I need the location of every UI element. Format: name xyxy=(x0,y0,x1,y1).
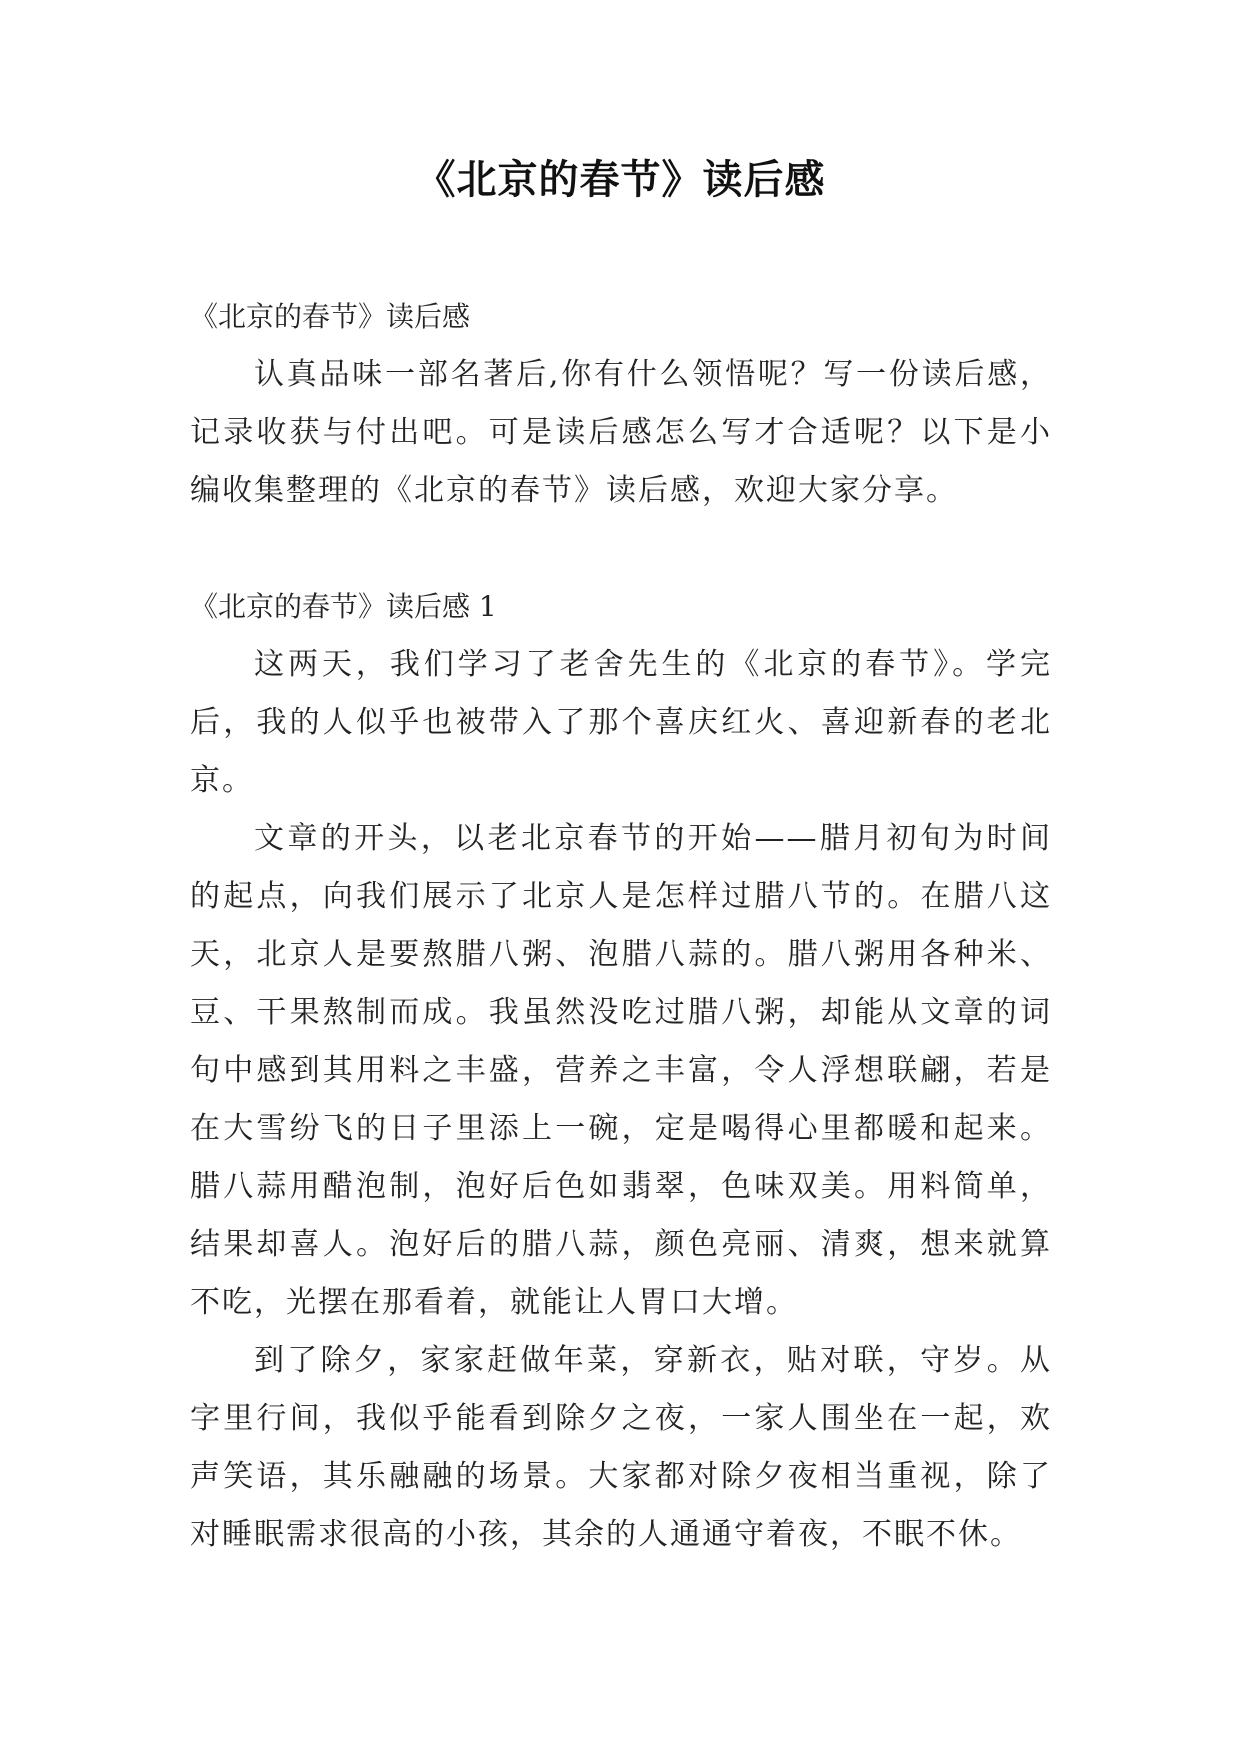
body-paragraph-3: 到了除夕，家家赶做年菜，穿新衣，贴对联，守岁。从字里行间，我似乎能看到除夕之夜，一家人围坐在一起，欢声笑语，其乐融融的场景。大家都对除夕夜相当重视，除了对睡眠需求很高的小孩，其余的人通通守着夜，不眠不休。 xyxy=(190,1343,1052,1552)
section-spacer xyxy=(190,520,1052,578)
document-body xyxy=(190,288,1052,1564)
intro-paragraph: 认真品味一部名著后,你有什么领悟呢？写一份读后感，记录收获与付出吧。可是读后感怎么写才合适呢？以下是小编收集整理的《北京的春节》读后感，欢迎大家分享。 xyxy=(190,357,1052,508)
document-title: 《北京的春节》读后感 xyxy=(415,157,826,203)
body-paragraph-1: 这两天，我们学习了老舍先生的《北京的春节》。学完后，我的人似乎也被带入了那个喜庆红火、喜迎新春的老北京。 xyxy=(190,647,1052,798)
intro-heading: 《北京的春节》读后感 xyxy=(190,300,471,333)
section-heading-1: 《北京的春节》读后感 1 xyxy=(190,590,497,623)
body-paragraph-2: 文章的开头，以老北京春节的开始——腊月初旬为时间的起点，向我们展示了北京人是怎样过腊八节的。在腊八这天，北京人是要熬腊八粥、泡腊八蒜的。腊八粥用各种米、豆、干果熬制而成。我虽然没吃过腊八粥，却能从文章的词句中感到其用料之丰盛，营养之丰富，令人浮想联翩，若是在大雪纷飞的日子里添上一碗，定是喝得心里都暖和起来。腊八蒜用醋泡制，泡好后色如翡翠，色味双美。用料简单，结果却喜人。泡好后的腊八蒜，颜色亮丽、清爽，想来就算不吃，光摆在那看着，就能让人胃口大增。 xyxy=(190,821,1052,1320)
